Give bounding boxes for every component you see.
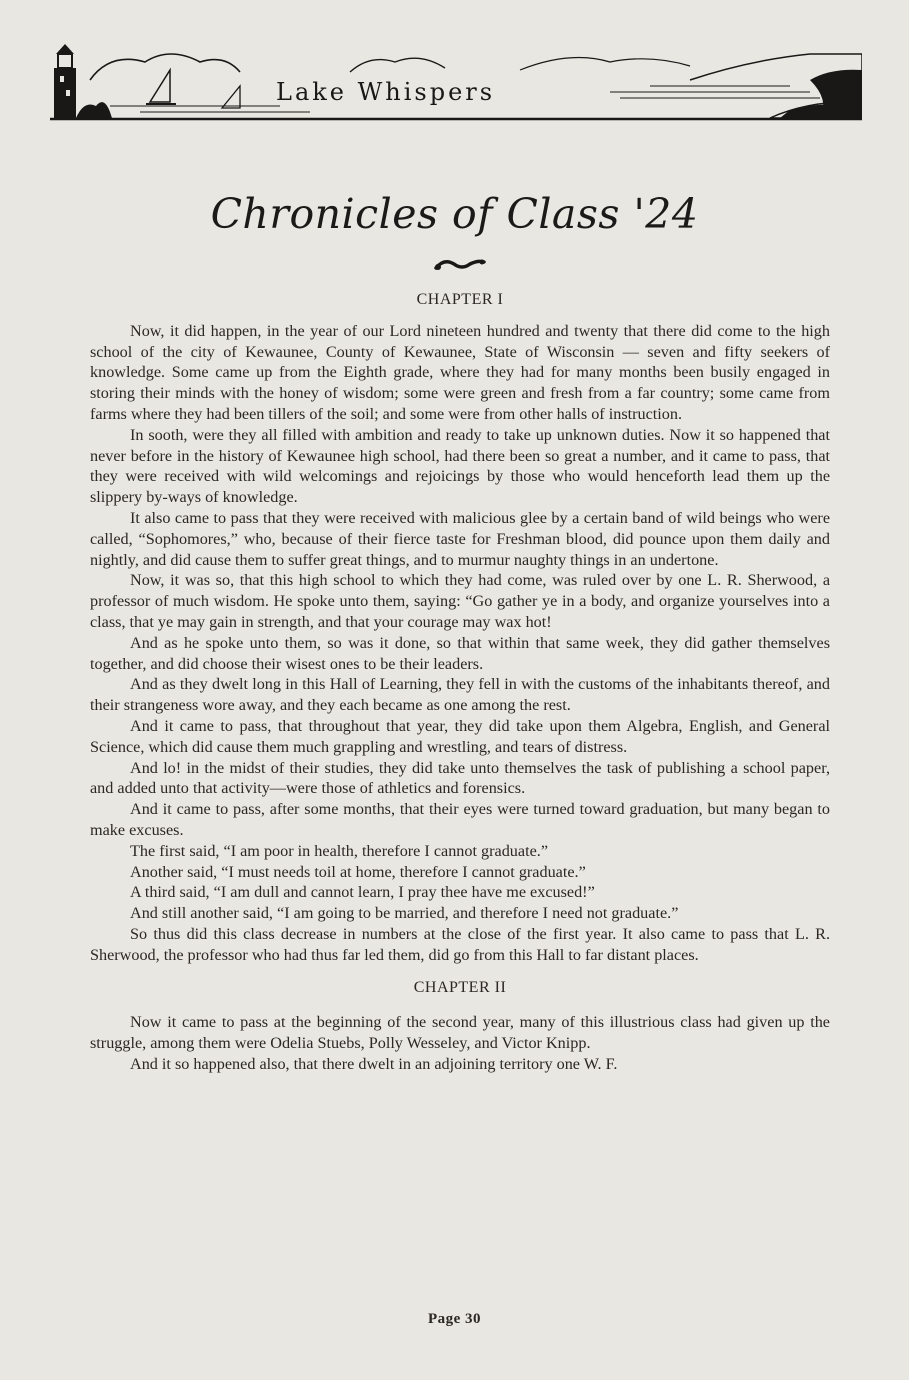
paragraph: And as he spoke unto them, so was it done, so that within that same week, they did gather themselves together, and did choose their wisest ones to be their leaders. [90,633,830,673]
article-body [90,290,830,1075]
paragraph: And still another said, “I am going to be married, and therefore I need not graduate.” [130,904,679,923]
banner-title: Lake Whispers [276,78,496,106]
paragraph: And it came to pass, after some months, that their eyes were turned toward graduation, but many began to make excuses. [90,800,830,839]
paragraph: And it so happened also, that there dwelt in an adjoining territory one W. F. [130,1054,618,1073]
paragraph: And lo! in the midst of their studies, they did take unto themselves the task of publishing a school paper, and added unto that activity—were those of athletics and forensics. [90,758,830,798]
header-banner [50,40,862,122]
flourish-ornament-icon [432,254,488,274]
paragraph: So thus did this class decrease in numbers at the close of the first year. It also came to pass that L. R. Sherwood, the professor who had thus far led them, did go from this Hall to far distant places. [90,924,830,964]
paragraph: And as they dwelt long in this Hall of Learning, they fell in with the customs of the inhabitants thereof, and their strangeness wore away, and they each became as one among the rest. [90,675,830,715]
paragraph: Now, it did happen, in the year of our Lord nineteen hundred and twenty that there did come to the high school of the city of Kewaunee, County of Kewaunee, State of Wisconsin — seven and fifty seekers of knowledge. Some came up from the Eighth grade, where they had for many months been busily engaged in storing their minds with the honey of wisdom; some were green and fresh from a far country; some came from farms where they had been tillers of the soil; and some were from other halls of instruction. [90,321,830,423]
paragraph: Now, it was so, that this high school to which they had come, was ruled over by one L. R. Sherwood, a professor of much wisdom. He spoke unto them, saying: “Go gather ye in a body, and organize yourselves into a class, that ye may gain in strength, and that your courage may wax hot! [90,571,830,631]
paragraph: Now it came to pass at the beginning of the second year, many of this illustrious class had given up the struggle, among them were Odelia Stuebs, Polly Wesseley, and Victor Knipp. [90,1013,830,1053]
paragraph: A third said, “I am dull and cannot learn, I pray thee have me excused!” [130,883,595,902]
page-number: Page 30 [427,1311,482,1327]
paragraph: The first said, “I am poor in health, therefore I cannot graduate.” [130,841,548,860]
chapter-heading: CHAPTER I [416,291,504,308]
lighthouse-icon [54,44,76,118]
page-title: Chronicles of Class '24 [210,190,699,238]
paragraph: It also came to pass that they were received with malicious glee by a certain band of wild beings who were called, “Sophomores,” who, because of their fierce taste for Freshman blood, did pounce upon them daily and nightly, and did cause them to suffer great things, and to murmur naughty things in an undertone. [90,508,830,569]
lake-scene-illustration [50,40,862,122]
paragraph: Another said, “I must needs toil at home, therefore I cannot graduate.” [130,862,586,881]
chapter-heading: CHAPTER II [413,978,507,996]
paragraph: In sooth, were they all filled with ambition and ready to take up unknown duties. Now it so happened that never before in the history of Kewaunee high school, had there been so great a number, and it came to pass, that they were received with wild welcomings and rejoicings by those who would henceforth lead them up the slippery by-ways of knowledge. [90,425,830,507]
paragraph: And it came to pass, that throughout that year, they did take upon them Algebra, English, and General Science, which did cause them much grappling and wrestling, and tears of distress. [90,716,830,756]
